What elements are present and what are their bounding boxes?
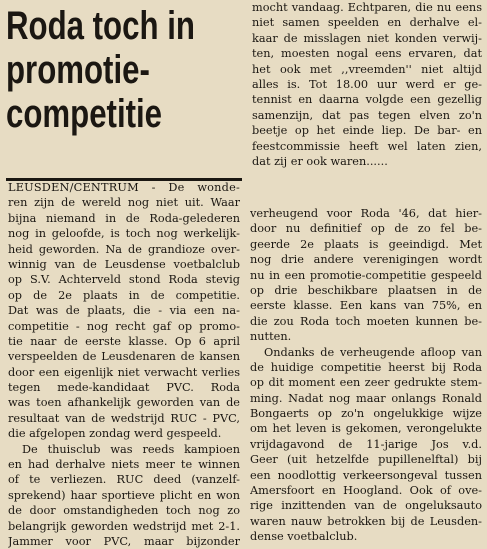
text-line: door een eigenlijk niet verwacht verlies [8,365,240,379]
headline-line-2: promotie- [6,48,150,92]
text-line: sprekend) haar sportieve plicht en won [8,488,240,502]
text-line: die afgelopen zondag werd gespeeld. [8,427,222,441]
text-line: nog drie andere verenigingen wordt [250,253,482,267]
text-line: tennist en daarna volgde een gezellig [252,93,482,107]
text-line: kaar de misslagen niet konden verwij- [252,31,482,45]
text-line: resultaat van de wedstrijd RUC - PVC, [8,411,240,425]
text-line: geerde 2e plaats is geeindigd. Met [250,237,482,251]
text-line: ming. Nadat nog maar onlangs Ronald [250,391,482,405]
text-line: heid geworden. Na de grandioze over- [8,242,240,256]
text-line: rige inzittenden van de ongeluksauto [250,499,482,513]
text-line: bijna niemand in de Roda-gelederen [8,211,240,225]
text-line: nog in geloofde, is toch nog werkelijk- [8,227,240,241]
text-line: tegen mede-kandidaat PVC. Roda [8,381,240,395]
text-line: op drie beschikbare plaatsen in de [250,283,482,297]
text-line: die zou Roda toch moeten kunnen be- [250,314,482,328]
text-line: ten, moesten nogal eens ervaren, dat [252,47,482,61]
text-line: Jammer voor PVC, maar bijzonder [8,534,240,548]
text-line: verheugend voor Roda '46, dat hier- [250,207,482,220]
text-line: of te verliezen. RUC deed (vanzelf- [8,473,240,487]
text-line: alles is. Tot 18.00 uur werd er ge- [252,77,482,91]
text-line: het ook met ,,vreemden'' niet altijd [252,62,482,76]
text-line: Amersfoort en Hoogland. Ook of ove- [250,484,482,498]
headline-line-1: Roda toch in [6,4,195,48]
text-line: samenzijn, dat pas tegen elven zo'n [252,108,482,122]
text-line: ren zijn de wereld nog niet uit. Waar [8,196,240,210]
article-column-left [8,180,240,549]
text-line: was toen afhankelijk geworden van de [8,396,240,410]
text-line: dense voetbalclub. [250,530,358,544]
previous-article-continuation [252,0,482,169]
text-line: door nu definitief op de zo fel be- [250,222,482,236]
text-line: om het leven is gekomen, verongelukte [250,422,482,436]
text-line: competitie - nog recht gaf op promo- [8,319,240,333]
text-line: de huidige competitie heerst bij Roda [250,360,482,374]
text-line: mocht vandaag. Echtparen, die nu eens [252,1,482,14]
text-line: Bongaerts op zo'n ongelukkige wijze [250,407,482,421]
text-line: De thuisclub was reeds kampioen [22,442,240,456]
text-line: dat zij er ook waren...... [252,154,388,168]
text-line: eerste klasse. Een kans van 75%, en [250,299,482,313]
text-line: op dit moment een zeer gedrukte stem- [250,376,482,390]
text-line: nutten. [250,330,292,344]
text-line: en had derhalve niets meer te winnen [8,458,240,472]
text-line: de door omstandigheden toch nog zo [8,504,240,518]
text-line: niet samen speelden en derhalve el- [252,16,482,30]
text-line: LEUSDEN/CENTRUM - De wonde- [8,181,240,194]
text-line: verspeelden de Leusdenaren de kansen [8,350,240,364]
text-line: waren nauw betrokken bij de Leusden- [250,514,482,528]
headline-line-3: competitie [6,92,163,136]
text-line: nu in een promotie-competitie gespeeld [250,268,482,282]
text-line: vrijdagavond de 11-jarige Jos v.d. [250,437,482,451]
text-line: feestcommissie heeft wel laten zien, [252,139,482,153]
text-line: Ondanks de verheugende afloop van [264,345,482,359]
text-line: een noodlottig verkeersongeval tussen [250,468,482,482]
text-line: belangrijk geworden wedstrijd met 2-1. [8,519,240,533]
article-column-right [250,206,482,545]
text-line: op de 2e plaats in de competitie. [8,288,240,302]
text-line: winnig van de Leusdense voetbalclub [8,257,240,271]
text-line: Geer (uit hetzelfde pupillenelftal) bij [250,453,482,467]
text-line: beetje op het einde liep. De bar- en [252,124,482,138]
text-line: op S.V. Achterveld stond Roda stevig [8,273,240,287]
text-line: tie naar de eerste klasse. Op 6 april [8,334,240,348]
text-line: Dat was de plaats, die - via een na- [8,304,240,318]
headline [6,4,195,136]
